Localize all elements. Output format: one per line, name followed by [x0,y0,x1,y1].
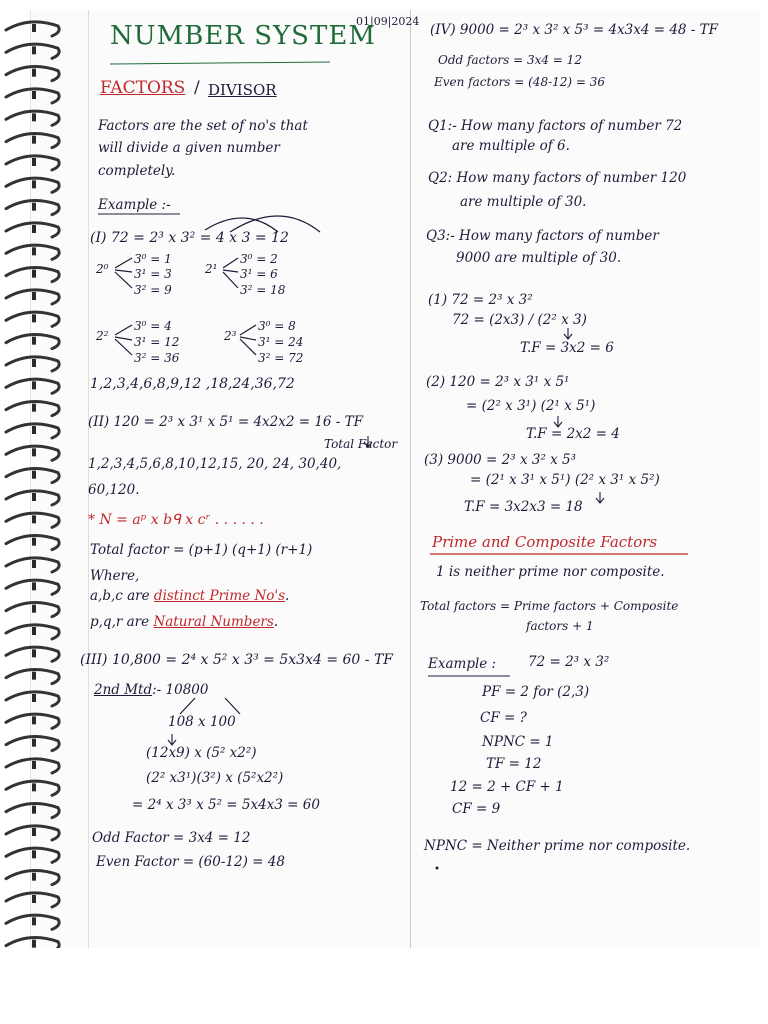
example-3-expression: (III) 10,800 = 2⁴ x 5² x 3³ = 5x3x4 = 60 - TF [80,652,394,668]
sum-equation: 12 = 2 + CF + 1 [450,779,564,795]
composite-factors-result: CF = 9 [452,801,501,817]
odd-factors-right: Odd factors = 3x4 = 12 [438,53,582,67]
page-title: NUMBER SYSTEM [110,21,376,51]
split-108-100: 108 x 100 [168,714,236,730]
total-factors-value: TF = 12 [486,756,542,772]
tree-leaf: 3² = 9 [134,283,172,297]
tree-root: 2² [96,329,109,343]
odd-factor-left: Odd Factor = 3x4 = 12 [92,830,251,846]
total-factor-formula: Total factor = (p+1) (q+1) (r+1) [90,542,313,558]
tree-leaf: 3² = 72 [258,351,304,365]
question-2-line-2: are multiple of 30. [460,194,587,210]
example-1-expression: (I) 72 = 2³ x 3² = 4 x 3 = 12 [90,230,289,246]
tree-leaf: 3⁰ = 1 [134,252,172,266]
tree-leaf: 3² = 36 [134,351,180,365]
answer-3-result: T.F = 3x2x3 = 18 [464,499,583,515]
method-2-label: 2nd Mtd [94,682,153,698]
factors-of-72-list: 1,2,3,4,6,8,9,12 ,18,24,36,72 [90,376,295,392]
question-3-line-1: Q3:- How many factors of number [426,228,659,244]
tree-leaf: 3¹ = 3 [134,267,172,281]
question-2-line-1: Q2: How many factors of number 120 [428,170,687,186]
method-2-line [94,682,208,699]
right-example-label: Example : [428,656,497,672]
question-1-line-1: Q1:- How many factors of number 72 [428,118,683,134]
pqr-underlined: Natural Numbers [153,614,274,630]
answer-2-line-1: (2) 120 = 2³ x 3¹ x 5¹ [426,374,570,390]
tree-leaf: 3⁰ = 8 [258,319,296,333]
total-factors-equation-1: Total factors = Prime factors + Composite [420,599,679,613]
heading-separator: / [194,78,200,98]
even-factor-left: Even Factor = (60-12) = 48 [96,854,285,870]
definition-line-2: will divide a given number [98,140,280,156]
question-1-line-2: are multiple of 6. [452,138,570,154]
answer-2-line-2: = (2² x 3¹) (2¹ x 5¹) [466,398,596,414]
factors-heading: FACTORS [100,78,186,98]
tree-root: 2¹ [205,262,218,276]
method-2-rest: :- 10800 [152,682,209,698]
example-label: Example :- [98,197,171,213]
tree-root: 2⁰ [96,262,109,276]
answer-1-line-1: (1) 72 = 2³ x 3² [428,292,533,308]
divisor-heading: DIVISOR [208,81,277,99]
step-3: = 2⁴ x 3³ x 5² = 5x4x3 = 60 [132,797,320,813]
pqr-definition [90,614,278,631]
prime-composite-heading: Prime and Composite Factors [432,533,658,551]
total-factors-equation-2: factors + 1 [526,619,594,633]
npnc-value: NPNC = 1 [482,734,554,750]
definition-line-3: completely. [98,163,176,179]
step-1: (12x9) x (5² x2²) [146,745,257,761]
step-2: (2² x3¹)(3²) x (5²x2²) [146,770,284,786]
where-label: Where, [90,568,140,584]
question-3-line-2: 9000 are multiple of 30. [456,250,622,266]
npnc-definition: NPNC = Neither prime nor composite. [424,838,691,854]
abc-prefix: a,b,c are [90,588,150,604]
prime-factors-line: PF = 2 for (2,3) [482,684,590,700]
answer-3-line-2: = (2¹ x 3¹ x 5¹) (2² x 3¹ x 5²) [470,472,660,488]
example-2-expression: (II) 120 = 2³ x 3¹ x 5¹ = 4x2x2 = 16 - TF [88,414,364,430]
tree-leaf: 3⁰ = 4 [134,319,172,333]
answer-2-result: T.F = 2x2 = 4 [526,426,620,442]
answer-1-result: T.F = 3x2 = 6 [520,340,614,356]
abc-underlined: distinct Prime No's [153,588,286,604]
tree-leaf: 3⁰ = 2 [240,252,278,266]
one-neither-note: 1 is neither prime nor composite. [436,564,665,580]
pqr-prefix: p,q,r are [90,614,150,630]
definition-line-1: Factors are the set of no's that [98,118,308,134]
right-example-equation: 72 = 2³ x 3² [528,654,610,670]
pqr-suffix: . [273,614,279,630]
abc-suffix: . [285,588,290,604]
answer-3-line-1: (3) 9000 = 2³ x 3² x 5³ [424,452,577,468]
composite-factors-unknown: CF = ? [480,710,527,726]
total-factor-note: Total Factor [324,437,398,451]
even-factors-right: Even factors = (48-12) = 36 [434,75,606,89]
tree-root: 2³ [224,329,237,343]
factors-of-120-list-1: 1,2,3,4,5,6,8,10,12,15, 20, 24, 30,40, [88,456,342,472]
factors-of-120-list-2: 60,120. [88,482,140,498]
tree-leaf: 3² = 18 [240,283,286,297]
tree-leaf: 3¹ = 12 [134,335,180,349]
general-form-formula: * N = aᵖ x bᑫ x cʳ . . . . . . [88,512,264,528]
date-stamp: 01|09|2024 [356,15,420,28]
tree-leaf: 3¹ = 24 [258,335,304,349]
tree-leaf: 3¹ = 6 [240,267,278,281]
abc-definition [90,588,289,605]
example-4-expression: (IV) 9000 = 2³ x 3² x 5³ = 4x3x4 = 48 - TF [430,22,719,38]
answer-1-line-2: 72 = (2x3) / (2² x 3) [452,312,587,328]
